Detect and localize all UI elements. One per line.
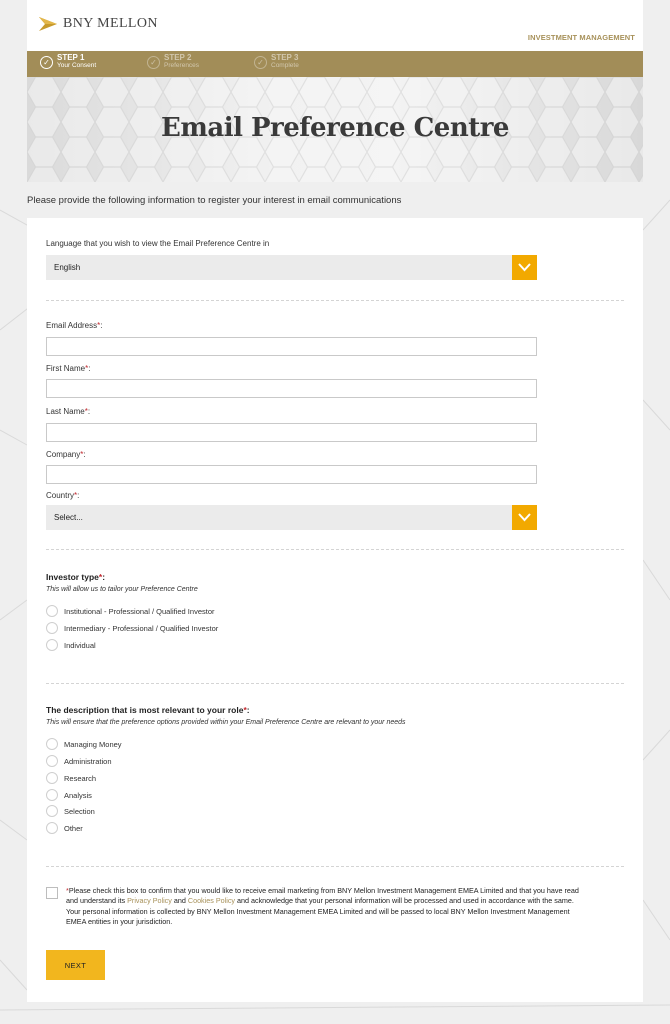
role-title: The description that is most relevant to your role*: [46,705,250,715]
radio-circle[interactable] [46,605,58,617]
role-option-other[interactable] [46,822,83,834]
radio-circle[interactable] [46,622,58,634]
step-label: Preferences [164,62,200,69]
country-value: Select... [54,513,83,522]
role-option-selection[interactable] [46,805,95,817]
check-circle-icon: ✓ [147,56,160,69]
radio-circle[interactable] [46,755,58,767]
consent-checkbox[interactable] [46,887,58,899]
country-select[interactable] [46,505,537,530]
hero-banner [27,77,643,182]
step-number: STEP 2 [164,53,192,62]
step-2 [147,54,199,70]
radio-circle[interactable] [46,738,58,750]
step-number: STEP 1 [57,53,85,62]
role-option-managing-money[interactable] [46,738,122,750]
check-circle-icon: ✓ [40,56,53,69]
logo-text: BNY MELLON [63,16,158,31]
section-divider [46,300,624,301]
email-label: Email Address*: [46,321,103,330]
company-field[interactable] [46,465,537,484]
last-name-label: Last Name*: [46,407,91,416]
first-name-label: First Name*: [46,364,91,373]
step-3 [254,54,299,70]
radio-label: Intermediary - Professional / Qualified Investor [64,623,219,633]
intro-text: Please provide the following information to register your interest in email communications [27,195,402,206]
cookies-policy-link[interactable]: Cookies Policy [187,896,236,906]
division-label: INVESTMENT MANAGEMENT [527,33,635,42]
radio-circle[interactable] [46,822,58,834]
investor-option-intermediary[interactable] [46,622,218,634]
investor-type-title: Investor type*: [46,572,106,582]
language-select[interactable] [46,255,537,280]
role-option-analysis[interactable] [46,789,92,801]
language-label: Language that you wish to view the Email Preference Centre in [46,239,270,248]
radio-label: Other [64,823,83,833]
header [27,0,643,182]
consent-text: *Please check this box to confirm that you would like to receive email marketing from BNY Mellon Investment Management EMEA Limited and that you have read and understand its Privacy Policy and Cookies Policy and acknowledge that your personal information will be processed and used in accordance with the same. Your personal information is collected by BNY Mellon Investment Management EMEA Limited and will be passed to local BNY Mellon Investment Management EMEA entities in your jurisdiction. [66,886,579,927]
privacy-policy-link[interactable]: Privacy Policy [127,896,172,906]
company-label: Company*: [46,450,86,459]
step-label: Complete [271,62,299,69]
chevron-down-icon[interactable] [512,255,537,280]
step-number: STEP 3 [271,53,299,62]
radio-label: Managing Money [64,739,122,749]
check-circle-icon: ✓ [254,56,267,69]
radio-circle[interactable] [46,772,58,784]
email-field[interactable] [46,337,537,356]
radio-label: Administration [64,756,112,766]
radio-label: Institutional - Professional / Qualified Investor [64,606,215,616]
language-value: English [54,263,81,272]
page-title: Email Preference Centre [161,113,509,143]
bny-mellon-logo[interactable] [39,16,158,32]
radio-circle[interactable] [46,805,58,817]
radio-label: Analysis [64,790,92,800]
radio-circle[interactable] [46,789,58,801]
last-name-field[interactable] [46,423,537,442]
step-progress-bar [27,51,643,77]
role-option-research[interactable] [46,772,96,784]
section-divider [46,683,624,684]
radio-label: Research [64,773,97,783]
section-divider [46,866,624,867]
investor-type-subtitle: This will allow us to tailor your Preference Centre [46,586,198,593]
first-name-field[interactable] [46,379,537,398]
logo-mark-icon [39,17,57,31]
country-label: Country*: [46,491,80,500]
role-option-administration[interactable] [46,755,112,767]
investor-option-institutional[interactable] [46,605,215,617]
section-divider [46,549,624,550]
step-label: Your Consent [57,62,97,69]
radio-circle[interactable] [46,639,58,651]
investor-option-individual[interactable] [46,639,96,651]
registration-form [27,218,643,1002]
chevron-down-icon[interactable] [512,505,537,530]
radio-label: Selection [64,806,95,816]
step-1 [40,54,96,70]
next-button[interactable]: NEXT [46,950,105,980]
radio-label: Individual [64,640,96,650]
role-subtitle: This will ensure that the preference options provided within your Email Preference Centre are relevant to your needs [46,719,406,726]
